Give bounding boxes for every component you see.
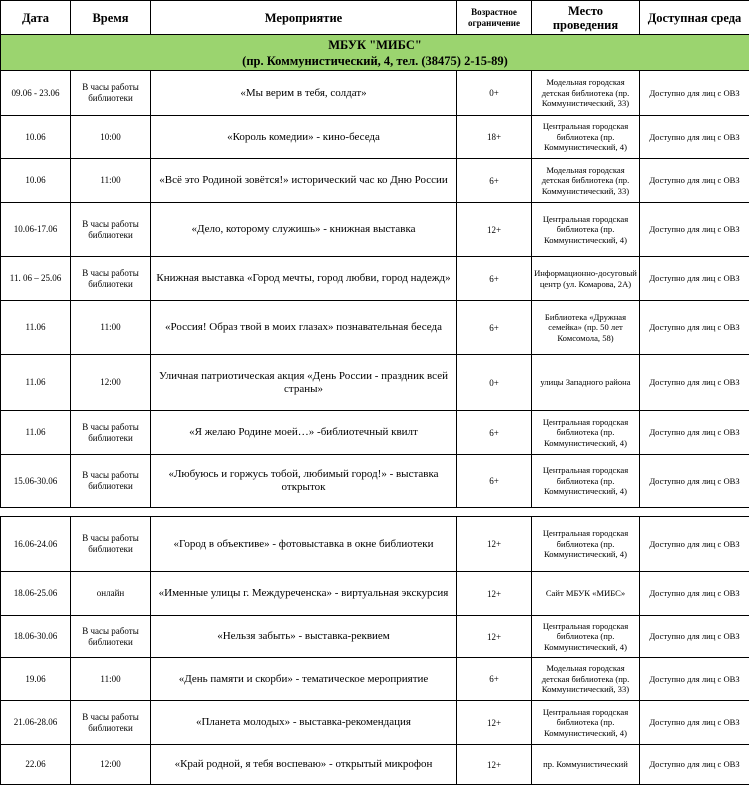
cell-access: Доступно для лиц с ОВЗ	[640, 455, 749, 508]
cell-time: В часы работы библиотеки	[71, 203, 151, 257]
cell-place: Центральная городская библиотека (пр. Коммунистический, 4)	[532, 616, 640, 658]
org-banner	[1, 35, 749, 71]
cell-date: 19.06	[1, 658, 71, 701]
table-row	[1, 355, 749, 411]
cell-place: Центральная городская библиотека (пр. Коммунистический, 4)	[532, 411, 640, 455]
header-access: Доступная среда	[640, 1, 749, 35]
cell-event: Книжная выставка «Город мечты, город любви, город надежд»	[151, 257, 457, 301]
cell-event: «Край родной, я тебя воспеваю» - открытый микрофон	[151, 745, 457, 785]
cell-access: Доступно для лиц с ОВЗ	[640, 616, 749, 658]
cell-time: В часы работы библиотеки	[71, 455, 151, 508]
cell-time: В часы работы библиотеки	[71, 71, 151, 116]
table-row	[1, 616, 749, 658]
cell-age: 12+	[457, 203, 532, 257]
cell-time: В часы работы библиотеки	[71, 411, 151, 455]
cell-place: Сайт МБУК «МИБС»	[532, 572, 640, 616]
cell-age: 12+	[457, 745, 532, 785]
cell-event: «Планета молодых» - выставка-рекомендация	[151, 701, 457, 745]
org-name: МБУК "МИБС"	[3, 37, 747, 53]
cell-time: 11:00	[71, 658, 151, 701]
cell-age: 0+	[457, 355, 532, 411]
cell-event: «День памяти и скорби» - тематическое мероприятие	[151, 658, 457, 701]
table-row	[1, 455, 749, 508]
events-body-part1	[1, 71, 749, 508]
table-row	[1, 745, 749, 785]
cell-place: Модельная городская детская библиотека (пр. Коммунистический, 33)	[532, 71, 640, 116]
cell-access: Доступно для лиц с ОВЗ	[640, 411, 749, 455]
cell-age: 6+	[457, 301, 532, 355]
table-row	[1, 658, 749, 701]
cell-age: 12+	[457, 572, 532, 616]
cell-event: «Нельзя забыть» - выставка-реквием	[151, 616, 457, 658]
cell-event: «Город в объективе» - фотовыставка в окне библиотеки	[151, 517, 457, 572]
cell-age: 6+	[457, 257, 532, 301]
cell-date: 18.06-30.06	[1, 616, 71, 658]
table-row	[1, 71, 749, 116]
cell-access: Доступно для лиц с ОВЗ	[640, 301, 749, 355]
cell-event: «Мы верим в тебя, солдат»	[151, 71, 457, 116]
cell-time: В часы работы библиотеки	[71, 701, 151, 745]
cell-access: Доступно для лиц с ОВЗ	[640, 572, 749, 616]
cell-age: 6+	[457, 159, 532, 203]
cell-age: 6+	[457, 411, 532, 455]
cell-place: Модельная городская детская библиотека (пр. Коммунистический, 33)	[532, 658, 640, 701]
table-row	[1, 301, 749, 355]
cell-time: В часы работы библиотеки	[71, 517, 151, 572]
cell-access: Доступно для лиц с ОВЗ	[640, 71, 749, 116]
cell-place: Центральная городская библиотека (пр. Коммунистический, 4)	[532, 203, 640, 257]
header-row	[1, 1, 749, 35]
cell-time: 11:00	[71, 301, 151, 355]
cell-access: Доступно для лиц с ОВЗ	[640, 745, 749, 785]
header-event: Мероприятие	[151, 1, 457, 35]
cell-date: 10.06-17.06	[1, 203, 71, 257]
cell-time: онлайн	[71, 572, 151, 616]
cell-access: Доступно для лиц с ОВЗ	[640, 355, 749, 411]
cell-date: 11.06	[1, 301, 71, 355]
cell-age: 12+	[457, 701, 532, 745]
events-table-part2	[0, 516, 749, 785]
header-age: Возрастное ограничение	[457, 1, 532, 35]
cell-event: «Всё это Родиной зовётся!» исторический час ко Дню России	[151, 159, 457, 203]
cell-age: 12+	[457, 517, 532, 572]
cell-place: Модельная городская детская библиотека (пр. Коммунистический, 33)	[532, 159, 640, 203]
header-place: Место проведения	[532, 1, 640, 35]
table-row	[1, 116, 749, 159]
cell-date: 11.06	[1, 411, 71, 455]
cell-event: «Король комедии» - кино-беседа	[151, 116, 457, 159]
cell-place: Центральная городская библиотека (пр. Коммунистический, 4)	[532, 116, 640, 159]
cell-access: Доступно для лиц с ОВЗ	[640, 116, 749, 159]
cell-date: 18.06-25.06	[1, 572, 71, 616]
cell-place: Центральная городская библиотека (пр. Коммунистический, 4)	[532, 701, 640, 745]
cell-time: 10:00	[71, 116, 151, 159]
cell-event: «Дело, которому служишь» - книжная выставка	[151, 203, 457, 257]
cell-event: «Именные улицы г. Междуреченска» - виртуальная экскурсия	[151, 572, 457, 616]
events-body-part2	[1, 517, 749, 785]
cell-place: Информационно-досуговый центр (ул. Комарова, 2А)	[532, 257, 640, 301]
header-date: Дата	[1, 1, 71, 35]
cell-age: 6+	[457, 455, 532, 508]
header-time: Время	[71, 1, 151, 35]
cell-date: 10.06	[1, 116, 71, 159]
cell-access: Доступно для лиц с ОВЗ	[640, 203, 749, 257]
cell-time: 12:00	[71, 355, 151, 411]
cell-place: Библиотека «Дружная семейка» (пр. 50 лет Комсомола, 58)	[532, 301, 640, 355]
cell-place: пр. Коммунистический	[532, 745, 640, 785]
org-address: (пр. Коммунистический, 4, тел. (38475) 2-15-89)	[3, 53, 747, 69]
cell-age: 12+	[457, 616, 532, 658]
cell-event: «Я желаю Родине моей…» -библиотечный квилт	[151, 411, 457, 455]
cell-access: Доступно для лиц с ОВЗ	[640, 159, 749, 203]
cell-place: улицы Западного района	[532, 355, 640, 411]
cell-place: Центральная городская библиотека (пр. Коммунистический, 4)	[532, 517, 640, 572]
cell-date: 11. 06 – 25.06	[1, 257, 71, 301]
cell-time: 11:00	[71, 159, 151, 203]
cell-access: Доступно для лиц с ОВЗ	[640, 257, 749, 301]
table-row	[1, 203, 749, 257]
table-row	[1, 572, 749, 616]
cell-time: В часы работы библиотеки	[71, 257, 151, 301]
cell-time: В часы работы библиотеки	[71, 616, 151, 658]
cell-date: 10.06	[1, 159, 71, 203]
cell-date: 11.06	[1, 355, 71, 411]
table-row	[1, 701, 749, 745]
cell-date: 09.06 - 23.06	[1, 71, 71, 116]
cell-date: 15.06-30.06	[1, 455, 71, 508]
cell-event: «Россия! Образ твой в моих глазах» познавательная беседа	[151, 301, 457, 355]
table-row	[1, 411, 749, 455]
cell-time: 12:00	[71, 745, 151, 785]
cell-event: «Любуюсь и горжусь тобой, любимый город!» - выставка открыток	[151, 455, 457, 508]
cell-access: Доступно для лиц с ОВЗ	[640, 658, 749, 701]
cell-access: Доступно для лиц с ОВЗ	[640, 517, 749, 572]
cell-age: 0+	[457, 71, 532, 116]
cell-date: 21.06-28.06	[1, 701, 71, 745]
table-row	[1, 257, 749, 301]
cell-access: Доступно для лиц с ОВЗ	[640, 701, 749, 745]
table-row	[1, 159, 749, 203]
cell-place: Центральная городская библиотека (пр. Коммунистический, 4)	[532, 455, 640, 508]
cell-date: 22.06	[1, 745, 71, 785]
cell-age: 18+	[457, 116, 532, 159]
cell-age: 6+	[457, 658, 532, 701]
cell-date: 16.06-24.06	[1, 517, 71, 572]
cell-event: Уличная патриотическая акция «День России - праздник всей страны»	[151, 355, 457, 411]
table-row	[1, 517, 749, 572]
